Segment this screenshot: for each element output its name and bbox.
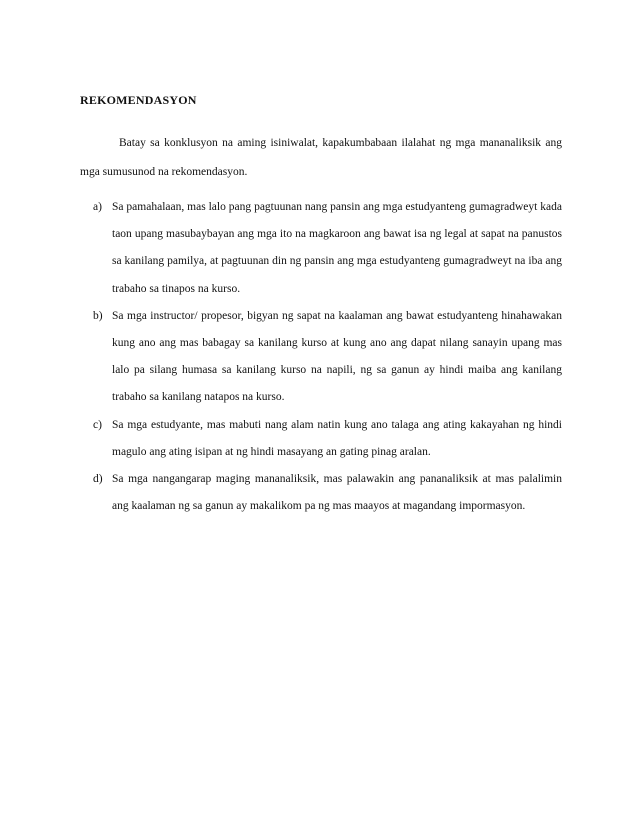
list-marker: c)	[93, 418, 102, 431]
recommendation-list	[80, 194, 562, 520]
recommendation-item-d	[80, 466, 562, 520]
recommendation-item-a	[80, 194, 562, 303]
list-marker: a)	[93, 201, 102, 213]
intro-paragraph: Batay sa konklusyon na aming isiniwalat, kapakumbabaan ilalahat ng mga mananaliksik ang mga sumusunod na rekomendasyon.	[80, 137, 562, 178]
recommendation-text: Sa pamahalaan, mas lalo pang pagtuunan nang pansin ang mga estudyanteng gumagradweyt kada taon upang masubaybayan ang mga ito na magkaroon ang bawat isa ng legal at sapat na panustos sa kanilang pamilya, at pagtuunan din ng pansin ang mga estudyanteng gumagradweyt na iba ang trabaho sa tinapos na kurso.	[112, 201, 562, 295]
list-marker: b)	[93, 309, 103, 322]
recommendation-item-c	[80, 412, 562, 466]
section-heading: REKOMENDASYON	[80, 93, 197, 107]
recommendation-item-b	[80, 303, 562, 412]
recommendation-text: Sa mga nangangarap maging mananaliksik, mas palawakin ang pananaliksik at mas palalimin ang kaalaman ng sa ganun ay makalikom pa ng mas maayos at magandang impormasyon.	[112, 473, 562, 513]
recommendation-text: Sa mga instructor/ propesor, bigyan ng sapat na kaalaman ang bawat estudyanteng hinahawakan kung ano ang mas babagay sa kanilang kurso at kung ano ang dapat nilang sanayin upang mas lalo pa silang humasa sa kanilang kurso na napili, ng sa ganun ay hindi maiba ang kanilang trabaho sa kanilang natapos na kurso.	[112, 309, 562, 404]
list-marker: d)	[93, 473, 103, 486]
recommendation-text: Sa mga estudyante, mas mabuti nang alam natin kung ano talaga ang ating kakayahan ng hindi magulo ang ating isipan at ng hindi masayang an gating pinag aralan.	[112, 418, 562, 458]
